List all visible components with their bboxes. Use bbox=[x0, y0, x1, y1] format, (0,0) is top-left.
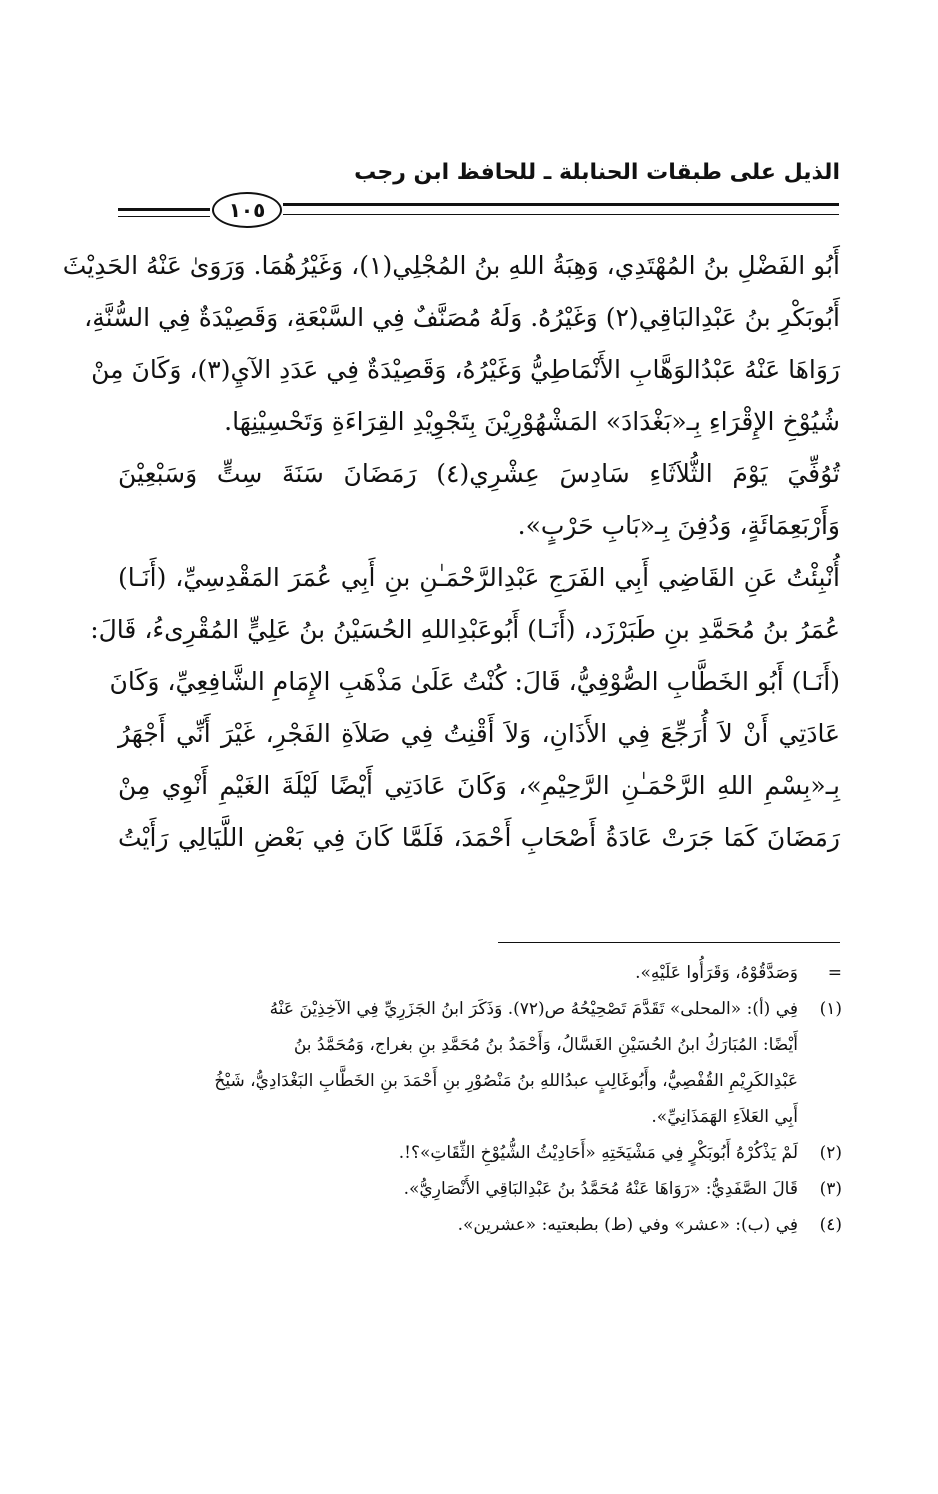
footnote-1 bbox=[120, 991, 842, 1027]
continuation-mark: = bbox=[827, 963, 842, 983]
main-text bbox=[62, 240, 840, 864]
footnote-2 bbox=[120, 1135, 842, 1171]
footnote-separator bbox=[498, 942, 840, 943]
text-line: رَوَاهَا عَنْهُ عَبْدُالوَهَّابِ الأَنْمَاطِيُّ وَغَيْرُهُ، وَقَصِيْدَةٌ فِي عَدَدِ الآيِ(٣)، وَكَانَ مِنْ bbox=[91, 355, 840, 384]
header-rule-left-thin bbox=[118, 216, 210, 217]
text-line: رَمَضَانَ كَمَا جَرَتْ عَادَةُ أَصْحَابِ أَحْمَدَ، فَلَمَّا كَانَ فِي بَعْضِ اللَّيَالِي رَأَيْتُ bbox=[118, 823, 840, 852]
footnote-number: (٢) bbox=[819, 1143, 842, 1163]
text-line: عُمَرُ بنُ مُحَمَّدِ بنِ طَبَرْزَد، (أَنَـا) أَبُوعَبْدِاللهِ الحُسَيْنُ بنُ عَلِيٍّ المُقْرِىءُ، قَالَ: bbox=[90, 615, 840, 644]
text-line: تُوُفِّيَ يَوْمَ الثُّلاَثَاءِ سَادِسَ عِشْرِي(٤) رَمَضَانَ سَنَةَ سِتٍّ وَسَبْعِيْنَ bbox=[118, 459, 840, 488]
footnote-text: فِي (ب): «عشر» وفي (ط) بطبعتيه: «عشرين». bbox=[457, 1215, 798, 1235]
text-line: شُيُوْخِ الإِقْرَاءِ بِـ«بَغْدَادَ» المَشْهُوْرِيْنَ بِتَجْوِيْدِ القِرَاءَةِ وَتَحْسِيْنِهَا. bbox=[224, 407, 840, 436]
text-line: بِـ«بِسْمِ اللهِ الرَّحْمَـٰنِ الرَّحِيْمِ»، وَكَانَ عَادَتِي أَيْضًا لَيْلَةَ الغَيْمِ أَنْوِي مِنْ bbox=[118, 771, 840, 800]
text-line: عَادَتِي أَنْ لاَ أُرَجِّعَ فِي الأَذَانِ، وَلاَ أَقْنِتُ فِي صَلاَةِ الفَجْرِ، غَيْرَ أَنِّي أَجْهَرُ bbox=[118, 719, 840, 748]
footnote-text: وَصَدَّقُوْهُ، وَقَرَأُوا عَلَيْهِ». bbox=[635, 963, 798, 983]
text-line: أَبُو الفَضْلِ بنُ المُهْتَدِي، وَهِبَةُ اللهِ بنُ المُجْلِي(١)، وَغَيْرُهُمَا. وَرَوَىٰ عَنْهُ الحَدِيْثَ bbox=[62, 251, 840, 280]
footnote-text: لَمْ يَذْكُرْهُ أَبُوبَكْرٍ فِي مَشْيَخَتِهِ «أَحَادِيْثُ الشُّيُوْخِ الثِّقَاتِ»؟!. bbox=[398, 1143, 798, 1163]
text-line: أَبُوبَكْرِ بنُ عَبْدِالبَاقِي(٢) وَغَيْرُهُ. وَلَهُ مُصَنَّفٌ فِي السَّبْعَةِ، وَقَصِيْدَةٌ فِي السُّنَّةِ، bbox=[84, 303, 840, 332]
header-rule bbox=[283, 203, 839, 206]
footnote-number: (١) bbox=[819, 999, 842, 1019]
footnote-number: (٤) bbox=[819, 1215, 842, 1235]
text-line: (أَنَـا) أَبُو الخَطَّابِ الصُّوْفِيُّ، قَالَ: كُنْتُ عَلَىٰ مَذْهَبِ الإِمَامِ الشَّافِعِيِّ، وَكَانَ bbox=[109, 667, 840, 696]
footnote-1-line bbox=[120, 1099, 842, 1135]
text-line: أُنْبِئْتُ عَنِ القَاضِي أَبِي الفَرَجِ عَبْدِالرَّحْمَـٰنِ بنِ أَبِي عُمَرَ المَقْدِسِيِّ، (أَنَـا) bbox=[118, 563, 840, 592]
header-rule-thin bbox=[283, 214, 839, 215]
footnote-number: (٣) bbox=[819, 1179, 842, 1199]
footnote-1-line bbox=[120, 1027, 842, 1063]
running-title: الذيل على طبقات الحنابلة ـ للحافظ ابن رجب bbox=[354, 160, 840, 185]
footnotes bbox=[120, 955, 842, 1243]
footnote-3 bbox=[120, 1171, 842, 1207]
footnote-text: قَالَ الصَّفَدِيُّ: «رَوَاهَا عَنْهُ مُحَمَّدُ بنُ عَبْدِالبَاقِي الأَنْصَارِيُّ». bbox=[403, 1179, 798, 1199]
footnote-text: عَبْدِالكَرِيْمِ القُفْصِيُّ، وأَبُوغَالِبٍ عبدُاللهِ بنُ مَنْصُوْرِ بنِ أَحْمَدَ بنِ الخَطَّابِ البَغْدَادِيُّ، شَيْخُ bbox=[214, 1071, 798, 1091]
footnote-text: أَيْضًا: المُبَارَكُ ابنُ الحُسَيْنِ الغَسَّالُ، وَأَحْمَدُ بنُ مُحَمَّدِ بنِ بغراج، وَمُحَمَّدُ بنُ bbox=[293, 1035, 798, 1055]
page-number: ١٠٥ bbox=[212, 192, 282, 228]
footnote-1-line bbox=[120, 1063, 842, 1099]
footnote-text: فِي (أ): «المحلى» تَقَدَّمَ تَصْحِيْحُهُ ص(٧٢). وَذَكَرَ ابنُ الجَزَرِيِّ فِي الآخِذِيْنَ عَنْهُ bbox=[269, 999, 798, 1019]
text-line: وَأَرْبَعِمَائَةٍ، وَدُفِنَ بِـ«بَابِ حَرْبٍ». bbox=[517, 511, 840, 540]
footnote-continuation bbox=[120, 955, 842, 991]
footnote-4 bbox=[120, 1207, 842, 1243]
footnote-text: أَبِي العَلاَءِ الهَمَذَانِيِّ». bbox=[651, 1107, 798, 1127]
header-rule-left bbox=[118, 208, 210, 211]
